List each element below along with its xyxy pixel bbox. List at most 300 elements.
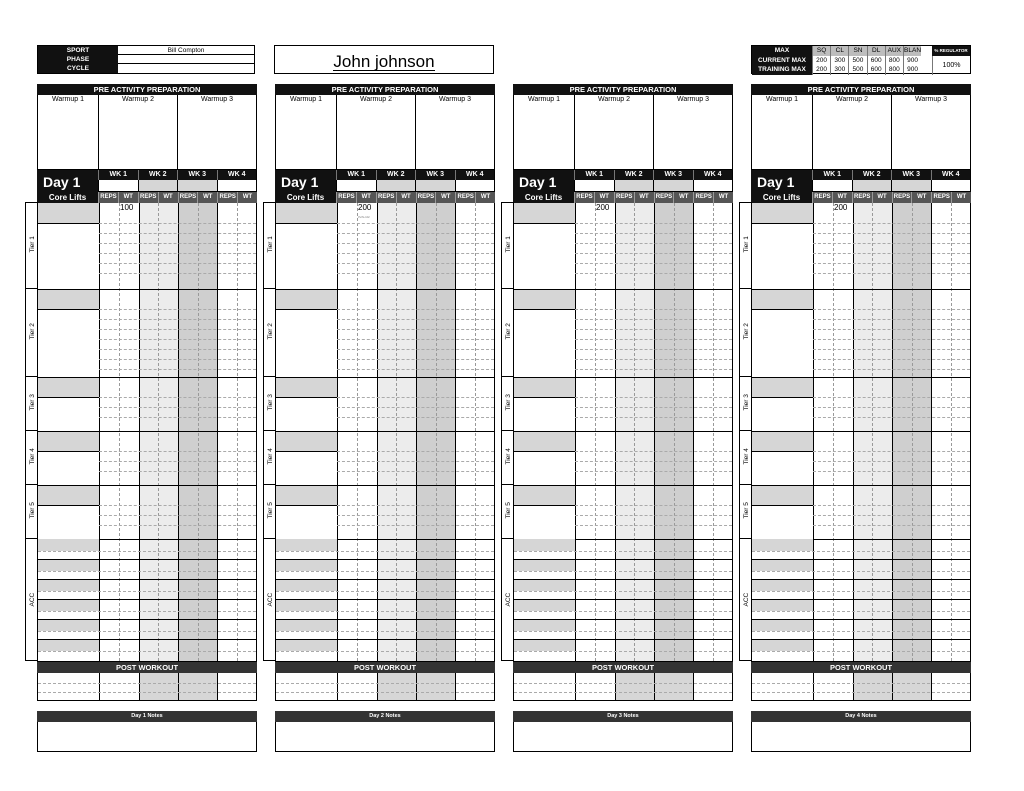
grid-line [752, 611, 970, 612]
grid-line [377, 673, 378, 700]
acc-lift-cell[interactable] [752, 539, 813, 551]
grid-line [752, 619, 970, 620]
warmup-1-cell[interactable]: Warmup 1 [38, 95, 99, 169]
pre-activity-header: PRE ACTIVITY PREPARATION [751, 84, 971, 95]
lift-name-cell[interactable] [276, 431, 337, 451]
day-notes-field[interactable] [37, 722, 257, 752]
grid-line [595, 203, 596, 661]
grid-line [99, 243, 256, 244]
grid-line [931, 203, 932, 661]
grid-line [514, 639, 732, 640]
grid-line [752, 485, 970, 486]
grid-line [813, 329, 970, 330]
warmup-1-cell[interactable]: Warmup 1 [276, 95, 337, 169]
grid-line [514, 551, 732, 552]
cycle-field[interactable] [118, 64, 254, 73]
warmup-3-cell[interactable]: Warmup 3 [676, 96, 710, 103]
grid-line [38, 692, 256, 693]
grid-line [514, 692, 732, 693]
grid-line [337, 223, 494, 224]
warmup-1-cell[interactable]: Warmup 1 [514, 95, 575, 169]
tier1-week1-weight[interactable]: 200 [834, 203, 848, 212]
reps-header: REPS [812, 192, 832, 203]
grid-line [752, 591, 970, 592]
grid-line [38, 377, 256, 378]
grid-line [674, 203, 675, 661]
grid-line [752, 451, 813, 452]
day-label: Day 1 [37, 170, 98, 192]
grid-line [475, 203, 476, 661]
lift-name-cell[interactable] [752, 431, 813, 451]
acc-lift-cell[interactable] [38, 539, 99, 551]
athlete-name-box[interactable] [274, 45, 494, 74]
grid-line [276, 651, 494, 652]
grid-line [575, 309, 732, 310]
acc-lift-cell[interactable] [752, 639, 813, 651]
week-cell[interactable] [574, 180, 614, 192]
grid-line [337, 461, 494, 462]
post-workout-grid[interactable] [751, 673, 971, 701]
current-max-label: CURRENT MAX [752, 56, 812, 66]
tier-label: Tier 1 [25, 202, 38, 289]
acc-lift-cell[interactable] [276, 559, 337, 571]
week-header: WK 2 [614, 170, 654, 180]
wt-header: WT [951, 192, 971, 203]
grid-line [99, 309, 256, 310]
grid-line [575, 407, 732, 408]
grid-line [217, 673, 218, 700]
post-workout-grid[interactable] [513, 673, 733, 701]
week-cell[interactable] [415, 180, 455, 192]
tier-label: Tier 5 [263, 484, 276, 539]
tier-label: ACC [25, 538, 38, 661]
program-info [37, 45, 255, 74]
lift-name-cell[interactable] [514, 431, 575, 451]
lift-name-cell[interactable] [276, 289, 337, 309]
grid-line [575, 349, 732, 350]
acc-lift-cell[interactable] [38, 579, 99, 591]
acc-lift-cell[interactable] [752, 599, 813, 611]
grid-line [575, 359, 732, 360]
grid-line [276, 551, 494, 552]
training-max-cell: 500 [848, 65, 866, 75]
lift-name-cell[interactable] [514, 203, 575, 223]
grid-line [416, 203, 417, 661]
current-max-cell[interactable]: 500 [848, 56, 866, 66]
grid-line [514, 309, 575, 310]
wt-header: WT [634, 192, 654, 203]
grid-line [99, 203, 100, 661]
grid-line [337, 349, 494, 350]
post-workout-header: POST WORKOUT [37, 662, 257, 673]
grid-line [99, 397, 256, 398]
week-cell[interactable] [98, 180, 138, 192]
reps-header: REPS [138, 192, 158, 203]
tier-label: Tier 5 [501, 484, 514, 539]
week-header: WK 3 [653, 170, 693, 180]
acc-lift-cell[interactable] [514, 639, 575, 651]
grid-line [514, 559, 732, 560]
acc-lift-cell[interactable] [514, 619, 575, 631]
week-header: WK 2 [138, 170, 178, 180]
grid-line [575, 471, 732, 472]
grid-line [931, 673, 932, 700]
max-col-header: SN [848, 46, 866, 56]
grid-line [158, 203, 159, 661]
grid-line [99, 359, 256, 360]
week-cell[interactable] [693, 180, 733, 192]
acc-lift-cell[interactable] [38, 599, 99, 611]
day-label: Day 1 [275, 170, 336, 192]
lift-name-cell[interactable] [752, 289, 813, 309]
grid-line [514, 611, 732, 612]
pre-activity-header: PRE ACTIVITY PREPARATION [513, 84, 733, 95]
day-notes-field[interactable] [751, 722, 971, 752]
acc-lift-cell[interactable] [752, 619, 813, 631]
current-max-cell[interactable]: 200 [812, 56, 830, 66]
grid-line [237, 203, 238, 661]
grid-line [337, 673, 338, 700]
warmup-2-cell[interactable]: Warmup 2 [575, 95, 654, 169]
grid-line [752, 639, 970, 640]
grid-line [99, 369, 256, 370]
grid-line [654, 673, 655, 700]
core-lifts-label: Core Lifts [751, 192, 812, 203]
reps-header: REPS [416, 192, 436, 203]
tier-label: Tier 2 [263, 288, 276, 377]
lift-name-cell[interactable] [752, 377, 813, 397]
grid-line [217, 203, 218, 661]
week-cell[interactable] [931, 180, 971, 192]
grid-line [38, 599, 256, 600]
acc-lift-cell[interactable] [276, 539, 337, 551]
grid-line [99, 273, 256, 274]
grid-line [455, 673, 456, 700]
grid-line [276, 559, 494, 560]
grid-line [38, 505, 99, 506]
current-max-cell[interactable]: 600 [867, 56, 885, 66]
day-notes-header: Day 2 Notes [275, 711, 495, 722]
wt-header: WT [197, 192, 217, 203]
grid-line [634, 203, 635, 661]
tier-label: Tier 5 [25, 484, 38, 539]
lift-grid [505, 203, 733, 662]
warmup-2-cell[interactable]: Warmup 2 [99, 95, 178, 169]
grid-line [575, 329, 732, 330]
tier-label: Tier 2 [739, 288, 752, 377]
grid-line [276, 505, 337, 506]
grid-line [99, 233, 256, 234]
grid-line [951, 203, 952, 661]
acc-lift-cell[interactable] [514, 579, 575, 591]
acc-lift-cell[interactable] [276, 599, 337, 611]
tier-label: Tier 3 [739, 376, 752, 431]
grid-line [752, 309, 813, 310]
post-workout-header: POST WORKOUT [275, 662, 495, 673]
reps-header: REPS [98, 192, 118, 203]
day-notes-field[interactable] [513, 722, 733, 752]
lift-name-cell[interactable] [38, 289, 99, 309]
training-max-cell: 800 [885, 65, 903, 75]
tier1-week1-weight[interactable]: 200 [358, 203, 372, 212]
grid-line [99, 417, 256, 418]
grid-line [38, 611, 256, 612]
grid-line [337, 233, 494, 234]
grid-line [337, 243, 494, 244]
day-notes-header: Day 3 Notes [513, 711, 733, 722]
grid-line [872, 203, 873, 661]
grid-line [752, 631, 970, 632]
week-header: WK 1 [336, 170, 376, 180]
grid-line [276, 631, 494, 632]
grid-line [693, 673, 694, 700]
max-col-header: BLAN [904, 47, 922, 54]
warmup-2-cell[interactable]: Warmup 2 [813, 95, 892, 169]
acc-lift-cell[interactable] [752, 559, 813, 571]
acc-lift-cell[interactable] [38, 619, 99, 631]
tier1-week1-weight[interactable]: 100 [120, 203, 134, 212]
week-cell[interactable] [653, 180, 693, 192]
grid-line [693, 203, 694, 661]
wt-header: WT [832, 192, 852, 203]
week-cell[interactable] [177, 180, 217, 192]
grid-line [575, 339, 732, 340]
grid-line [575, 369, 732, 370]
grid-line [357, 203, 358, 661]
grid-line [514, 683, 732, 684]
reps-header: REPS [852, 192, 872, 203]
lift-name-cell[interactable] [514, 485, 575, 505]
grid-line [575, 461, 732, 462]
max-col-header: AUX [885, 46, 903, 56]
grid-line [99, 451, 256, 452]
grid-line [337, 319, 494, 320]
lift-name-cell[interactable] [38, 485, 99, 505]
lift-name-cell[interactable] [276, 485, 337, 505]
tier-label: Tier 3 [263, 376, 276, 431]
grid-line [575, 273, 732, 274]
day-column [505, 84, 733, 752]
week-cell[interactable] [614, 180, 654, 192]
grid-line [813, 253, 970, 254]
training-max-cell: 600 [867, 65, 885, 75]
current-max-cell[interactable]: 800 [885, 56, 903, 66]
week-header: WK 1 [574, 170, 614, 180]
grid-line [514, 571, 732, 572]
post-workout-grid[interactable] [275, 673, 495, 701]
warmup-3-cell[interactable]: Warmup 3 [200, 96, 234, 103]
grid-line [139, 203, 140, 661]
acc-lift-cell[interactable] [276, 639, 337, 651]
grid-line [514, 651, 732, 652]
grid-line [198, 203, 199, 661]
week-cell[interactable] [336, 180, 376, 192]
acc-lift-cell[interactable] [38, 639, 99, 651]
grid-line [833, 203, 834, 661]
tier1-week1-weight[interactable]: 200 [596, 203, 610, 212]
phase-field[interactable] [118, 55, 254, 64]
acc-lift-cell[interactable] [276, 619, 337, 631]
grid-line [813, 203, 814, 661]
max-col-header: CL [830, 46, 848, 56]
lift-name-cell[interactable] [752, 203, 813, 223]
grid-line [38, 451, 99, 452]
week-header: WK 4 [931, 170, 971, 180]
week-cell[interactable] [455, 180, 495, 192]
acc-lift-cell[interactable] [514, 599, 575, 611]
grid-line [853, 673, 854, 700]
lift-name-cell[interactable] [752, 485, 813, 505]
grid-line [38, 651, 256, 652]
training-max-cell: 200 [812, 65, 830, 75]
grid-line [337, 471, 494, 472]
grid-line [99, 329, 256, 330]
grid-line [455, 203, 456, 661]
grid-line [813, 233, 970, 234]
current-max-cell[interactable]: 900 [903, 56, 921, 66]
grid-line [99, 253, 256, 254]
grid-line [416, 673, 417, 700]
tier-label: ACC [263, 538, 276, 661]
grid-line [575, 397, 732, 398]
grid-line [813, 349, 970, 350]
regulator-value[interactable]: 100% [932, 56, 970, 75]
grid-line [575, 451, 732, 452]
post-workout-grid[interactable] [37, 673, 257, 701]
week-cell[interactable] [376, 180, 416, 192]
lift-name-cell[interactable] [276, 377, 337, 397]
grid-line [276, 683, 494, 684]
grid-line [276, 599, 494, 600]
grid-line [575, 253, 732, 254]
grid-line [575, 515, 732, 516]
tier-label: Tier 4 [263, 430, 276, 485]
lift-name-cell[interactable] [38, 203, 99, 223]
grid-line [38, 289, 256, 290]
week-header: WK 1 [812, 170, 852, 180]
warmup-3-cell[interactable]: Warmup 3 [438, 96, 472, 103]
grid-line [514, 599, 732, 600]
grid-line [752, 651, 970, 652]
grid-line [38, 559, 256, 560]
grid-line [276, 579, 494, 580]
reps-header: REPS [892, 192, 912, 203]
week-cell[interactable] [891, 180, 931, 192]
acc-lift-cell[interactable] [514, 539, 575, 551]
grid-line [514, 631, 732, 632]
grid-line [276, 289, 494, 290]
day-column [743, 84, 971, 752]
wt-header: WT [158, 192, 178, 203]
week-cell[interactable] [852, 180, 892, 192]
grid-line [337, 525, 494, 526]
lift-name-cell[interactable] [276, 203, 337, 223]
grid-line [337, 359, 494, 360]
grid-line [337, 273, 494, 274]
grid-line [337, 451, 494, 452]
grid-line [38, 631, 256, 632]
week-header: WK 4 [693, 170, 733, 180]
grid-line [337, 203, 338, 661]
warmup-area [751, 95, 971, 170]
grid-line [752, 571, 970, 572]
week-cell[interactable] [812, 180, 852, 192]
grid-line [178, 673, 179, 700]
day-notes-field[interactable] [275, 722, 495, 752]
lift-name-cell[interactable] [514, 377, 575, 397]
lift-name-cell[interactable] [514, 289, 575, 309]
phase-label: PHASE [38, 55, 118, 64]
grid-line [337, 397, 494, 398]
grid-line [514, 505, 575, 506]
grid-line [337, 309, 494, 310]
tier-label: Tier 4 [25, 430, 38, 485]
grid-line [752, 431, 970, 432]
regulator-label: % REGULATOR [932, 46, 970, 56]
training-max-label: TRAINING MAX [752, 65, 812, 75]
grid-line [654, 203, 655, 661]
current-max-cell[interactable]: 300 [830, 56, 848, 66]
tier-label: Tier 1 [263, 202, 276, 289]
acc-lift-cell[interactable] [276, 579, 337, 591]
grid-line [575, 525, 732, 526]
grid-line [892, 673, 893, 700]
grid-line [139, 673, 140, 700]
grid-line [337, 505, 494, 506]
warmup-area [37, 95, 257, 170]
lift-grid [743, 203, 971, 662]
week-cell[interactable] [138, 180, 178, 192]
grid-line [514, 451, 575, 452]
reps-header: REPS [217, 192, 237, 203]
cycle-label: CYCLE [38, 64, 118, 73]
grid-line [813, 397, 970, 398]
day-label: Day 1 [513, 170, 574, 192]
acc-lift-cell[interactable] [38, 559, 99, 571]
day-label: Day 1 [751, 170, 812, 192]
grid-line [276, 692, 494, 693]
grid-line [99, 349, 256, 350]
lift-name-cell[interactable] [38, 431, 99, 451]
grid-line [912, 203, 913, 661]
grid-line [813, 263, 970, 264]
week-cell[interactable] [217, 180, 257, 192]
pre-activity-header: PRE ACTIVITY PREPARATION [275, 84, 495, 95]
core-lifts-label: Core Lifts [513, 192, 574, 203]
acc-lift-cell[interactable] [752, 579, 813, 591]
wt-header: WT [435, 192, 455, 203]
core-lifts-label: Core Lifts [37, 192, 98, 203]
week-header: WK 1 [98, 170, 138, 180]
sport-field[interactable]: Bill Compton [118, 46, 254, 55]
tier-label: Tier 2 [25, 288, 38, 377]
grid-line [813, 451, 970, 452]
warmup-1-cell[interactable]: Warmup 1 [752, 95, 813, 169]
grid-line [514, 431, 732, 432]
day-notes-header: Day 1 Notes [37, 711, 257, 722]
lift-name-cell[interactable] [38, 377, 99, 397]
grid-line [575, 223, 732, 224]
warmup-3-cell[interactable]: Warmup 3 [914, 96, 948, 103]
grid-line [813, 319, 970, 320]
acc-lift-cell[interactable] [514, 559, 575, 571]
warmup-area [275, 95, 495, 170]
grid-line [752, 223, 813, 224]
grid-line [99, 461, 256, 462]
pre-activity-header: PRE ACTIVITY PREPARATION [37, 84, 257, 95]
warmup-2-cell[interactable]: Warmup 2 [337, 95, 416, 169]
reps-header: REPS [931, 192, 951, 203]
